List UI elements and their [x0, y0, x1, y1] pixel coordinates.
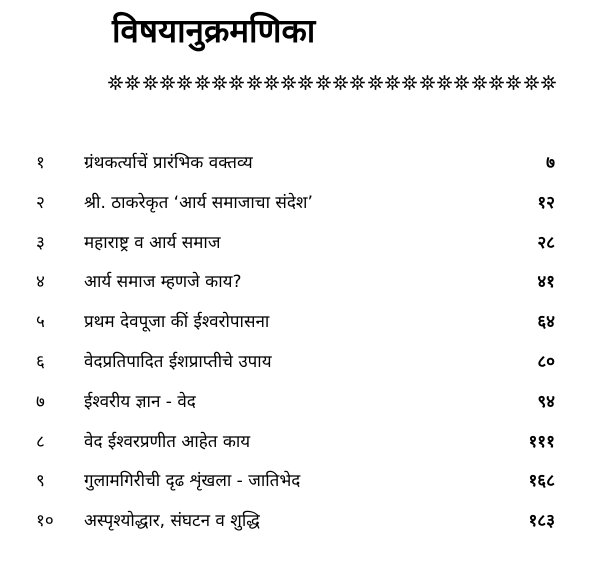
- asterisk-star-icon: [263, 74, 280, 91]
- toc-row: [0, 466, 600, 506]
- asterisk-star-icon: [315, 74, 332, 91]
- toc-number: २: [36, 192, 45, 213]
- toc-page-number: १६८: [528, 471, 555, 492]
- asterisk-star-icon: [505, 74, 522, 91]
- asterisk-star-icon: [349, 74, 366, 91]
- toc-row: [0, 307, 600, 347]
- toc-number: ३: [36, 232, 45, 253]
- asterisk-star-icon: [453, 74, 470, 91]
- toc-row: [0, 427, 600, 467]
- toc-page-number: ७: [546, 153, 555, 173]
- asterisk-star-icon: [211, 74, 228, 91]
- toc-title: महाराष्ट्र व आर्य समाज: [84, 232, 221, 253]
- asterisk-star-icon: [332, 74, 349, 91]
- toc-page-number: ९४: [537, 391, 555, 412]
- asterisk-star-icon: [176, 74, 193, 91]
- toc-row: [0, 387, 600, 427]
- toc-number: ५: [36, 312, 45, 333]
- toc-number: ६: [36, 351, 45, 372]
- asterisk-star-icon: [246, 74, 263, 91]
- toc-title: श्री. ठाकरेकृत ‘आर्य समाजाचा संदेश’: [84, 192, 313, 213]
- asterisk-star-icon: [523, 74, 540, 91]
- asterisk-star-icon: [194, 74, 211, 91]
- toc-title: वेद ईश्वरप्रणीत आहेत काय: [84, 431, 251, 452]
- asterisk-star-icon: [401, 74, 418, 91]
- table-of-contents: [0, 148, 600, 546]
- asterisk-star-icon: [471, 74, 488, 91]
- toc-row: [0, 188, 600, 228]
- decorative-divider: [107, 70, 557, 94]
- asterisk-star-icon: [384, 74, 401, 91]
- toc-page-number: २८: [537, 232, 555, 253]
- toc-page-number: १८३: [528, 511, 555, 532]
- toc-page-number: १२: [537, 192, 555, 213]
- toc-title: ईश्वरीय ज्ञान - वेद: [84, 391, 196, 412]
- asterisk-star-icon: [367, 74, 384, 91]
- toc-page-number: १११: [528, 431, 555, 452]
- asterisk-star-icon: [297, 74, 314, 91]
- toc-number: ८: [36, 431, 45, 452]
- toc-row: [0, 267, 600, 307]
- asterisk-star-icon: [436, 74, 453, 91]
- toc-title: प्रथम देवपूजा कीं ईश्वरोपासना: [84, 312, 270, 333]
- asterisk-star-icon: [488, 74, 505, 91]
- toc-row: [0, 148, 600, 188]
- asterisk-star-icon: [228, 74, 245, 91]
- toc-number: ७: [36, 391, 45, 412]
- toc-page-number: ६४: [537, 312, 555, 333]
- toc-page-number: ४१: [537, 272, 555, 293]
- toc-row: [0, 347, 600, 387]
- toc-number: ४: [36, 272, 45, 293]
- toc-page-number: ८०: [537, 351, 555, 372]
- toc-row: [0, 228, 600, 268]
- asterisk-star-icon: [142, 74, 159, 91]
- toc-title: गुलामगिरीची दृढ शृंखला - जातिभेद: [84, 471, 301, 492]
- toc-title: आर्य समाज म्हणजे काय?: [84, 272, 242, 293]
- asterisk-star-icon: [280, 74, 297, 91]
- asterisk-star-icon: [540, 74, 557, 91]
- toc-number: ९: [36, 471, 45, 492]
- toc-row: [0, 506, 600, 546]
- asterisk-star-icon: [107, 74, 124, 91]
- toc-title: वेदप्रतिपादित ईशप्राप्तीचे उपाय: [84, 351, 272, 372]
- toc-number: १०: [36, 511, 54, 532]
- asterisk-star-icon: [159, 74, 176, 91]
- toc-title: ग्रंथकर्त्याचें प्रारंभिक वक्तव्य: [84, 153, 253, 173]
- asterisk-star-icon: [124, 74, 141, 91]
- page-title: विषयानुक्रमणिका: [112, 11, 316, 50]
- asterisk-star-icon: [419, 74, 436, 91]
- toc-title: अस्पृश्योद्धार, संघटन व शुद्धि: [84, 511, 260, 532]
- toc-number: १: [36, 153, 45, 173]
